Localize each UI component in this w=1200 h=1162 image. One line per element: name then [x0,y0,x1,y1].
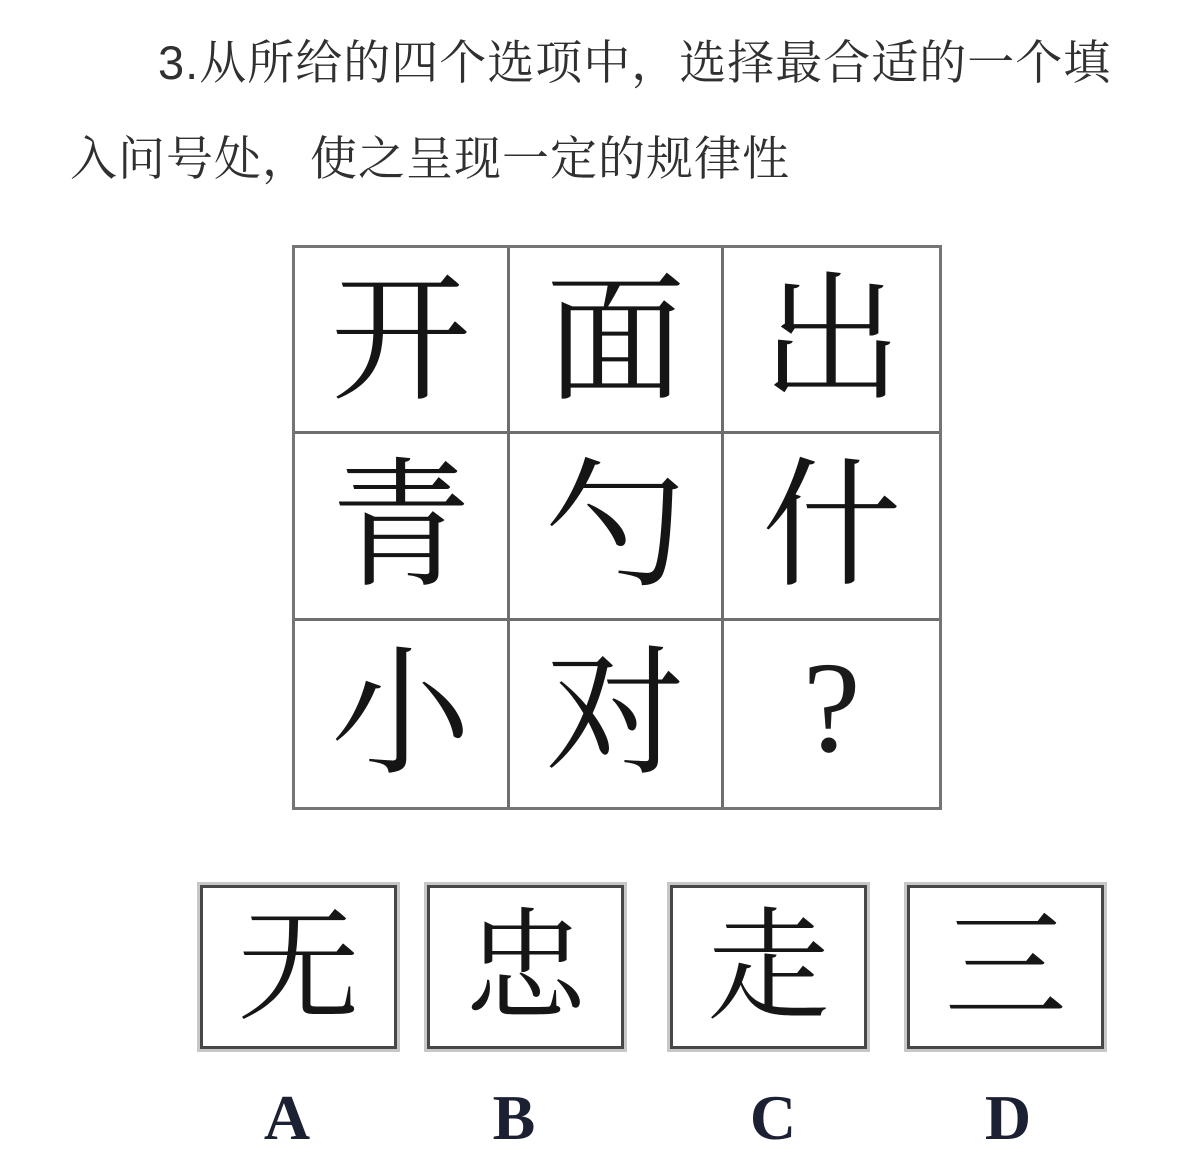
option-label-b[interactable]: B [492,1082,536,1153]
option-box-c[interactable] [670,885,867,1049]
grid-cell-r2c2: 勺 [510,434,725,620]
option-character-b: 忠 [464,899,587,1035]
grid-cell-r1c2: 面 [510,248,725,434]
grid-cell-r3c2: 对 [510,621,725,807]
puzzle-grid [292,245,942,810]
question-text-line2: 入问号处，使之呈现一定的规律性 [70,132,790,185]
option-box-b[interactable] [427,885,624,1049]
grid-cell-r3c1: 小 [295,621,510,807]
option-character-d: 三 [944,899,1067,1035]
question-mark-cell: ? [802,635,861,780]
question-text-line1: 3.从所给的四个选项中，选择最合适的一个填 [158,36,1112,89]
grid-cell-r1c3: 出 [724,248,939,434]
grid-cell-r2c3: 什 [724,434,939,620]
grid-cell-r1c1: 开 [295,248,510,434]
option-box-a[interactable] [200,885,397,1049]
option-label-a[interactable]: A [263,1082,311,1153]
option-label-c[interactable]: C [749,1082,797,1153]
option-character-a: 无 [237,899,360,1035]
option-character-c: 走 [707,899,830,1035]
grid-cell-r2c1: 青 [295,434,510,620]
option-label-d[interactable]: D [984,1082,1032,1153]
option-box-d[interactable] [907,885,1104,1049]
